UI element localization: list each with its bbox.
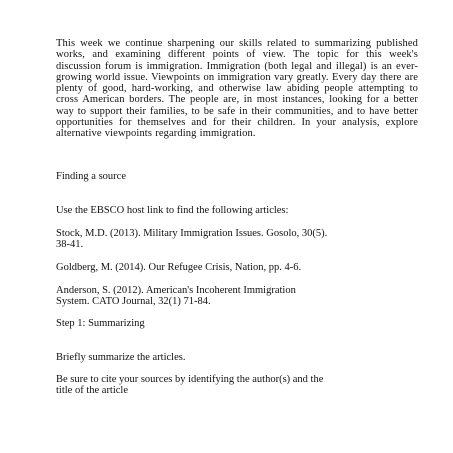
reference-line: Goldberg, M. (2014). Our Refugee Crisis, Nation, pp. 4-6. bbox=[56, 262, 302, 273]
cite-line: title of the article bbox=[56, 385, 129, 397]
ebsco-instruction: Use the EBSCO host link to find the following articles: bbox=[56, 205, 289, 216]
reference-line: System. CATO Journal, 32(1) 71-84. bbox=[56, 296, 211, 308]
summarize-instruction: Briefly summarize the articles. bbox=[56, 352, 186, 363]
step1-heading: Step 1: Summarizing bbox=[56, 318, 145, 329]
reference-line: Anderson, S. (2012). American's Incoherent Immigration bbox=[56, 285, 296, 296]
cite-line: Be sure to cite your sources by identifying the author(s) and the bbox=[56, 374, 324, 385]
reference-anderson bbox=[56, 285, 416, 308]
intro-paragraph: This week we continue sharpening our skills related to summarizing published works, and examining different points of view. The topic for this week's discussion forum is immigration. Immigration (both legal and illegal) is an ever-growing world issue. Viewpoints on immigration vary greatly. Every day there are plenty of good, hard-working, and otherwise law abiding people attempting to cross American borders. The people are, in most instances, looking for a better way to support their families, to be safe in their communities, and to have better opportunities for themselves and for their children. In your analysis, explore alternative viewpoints regarding immigration. bbox=[56, 38, 418, 140]
cite-instruction bbox=[56, 374, 416, 397]
reference-goldberg bbox=[56, 262, 416, 273]
reference-line: Stock, M.D. (2013). Military Immigration Issues. Gosolo, 30(5). bbox=[56, 228, 328, 239]
finding-source-heading: Finding a source bbox=[56, 171, 126, 182]
reference-stock bbox=[56, 228, 416, 251]
reference-line: 38-41. bbox=[56, 239, 84, 251]
